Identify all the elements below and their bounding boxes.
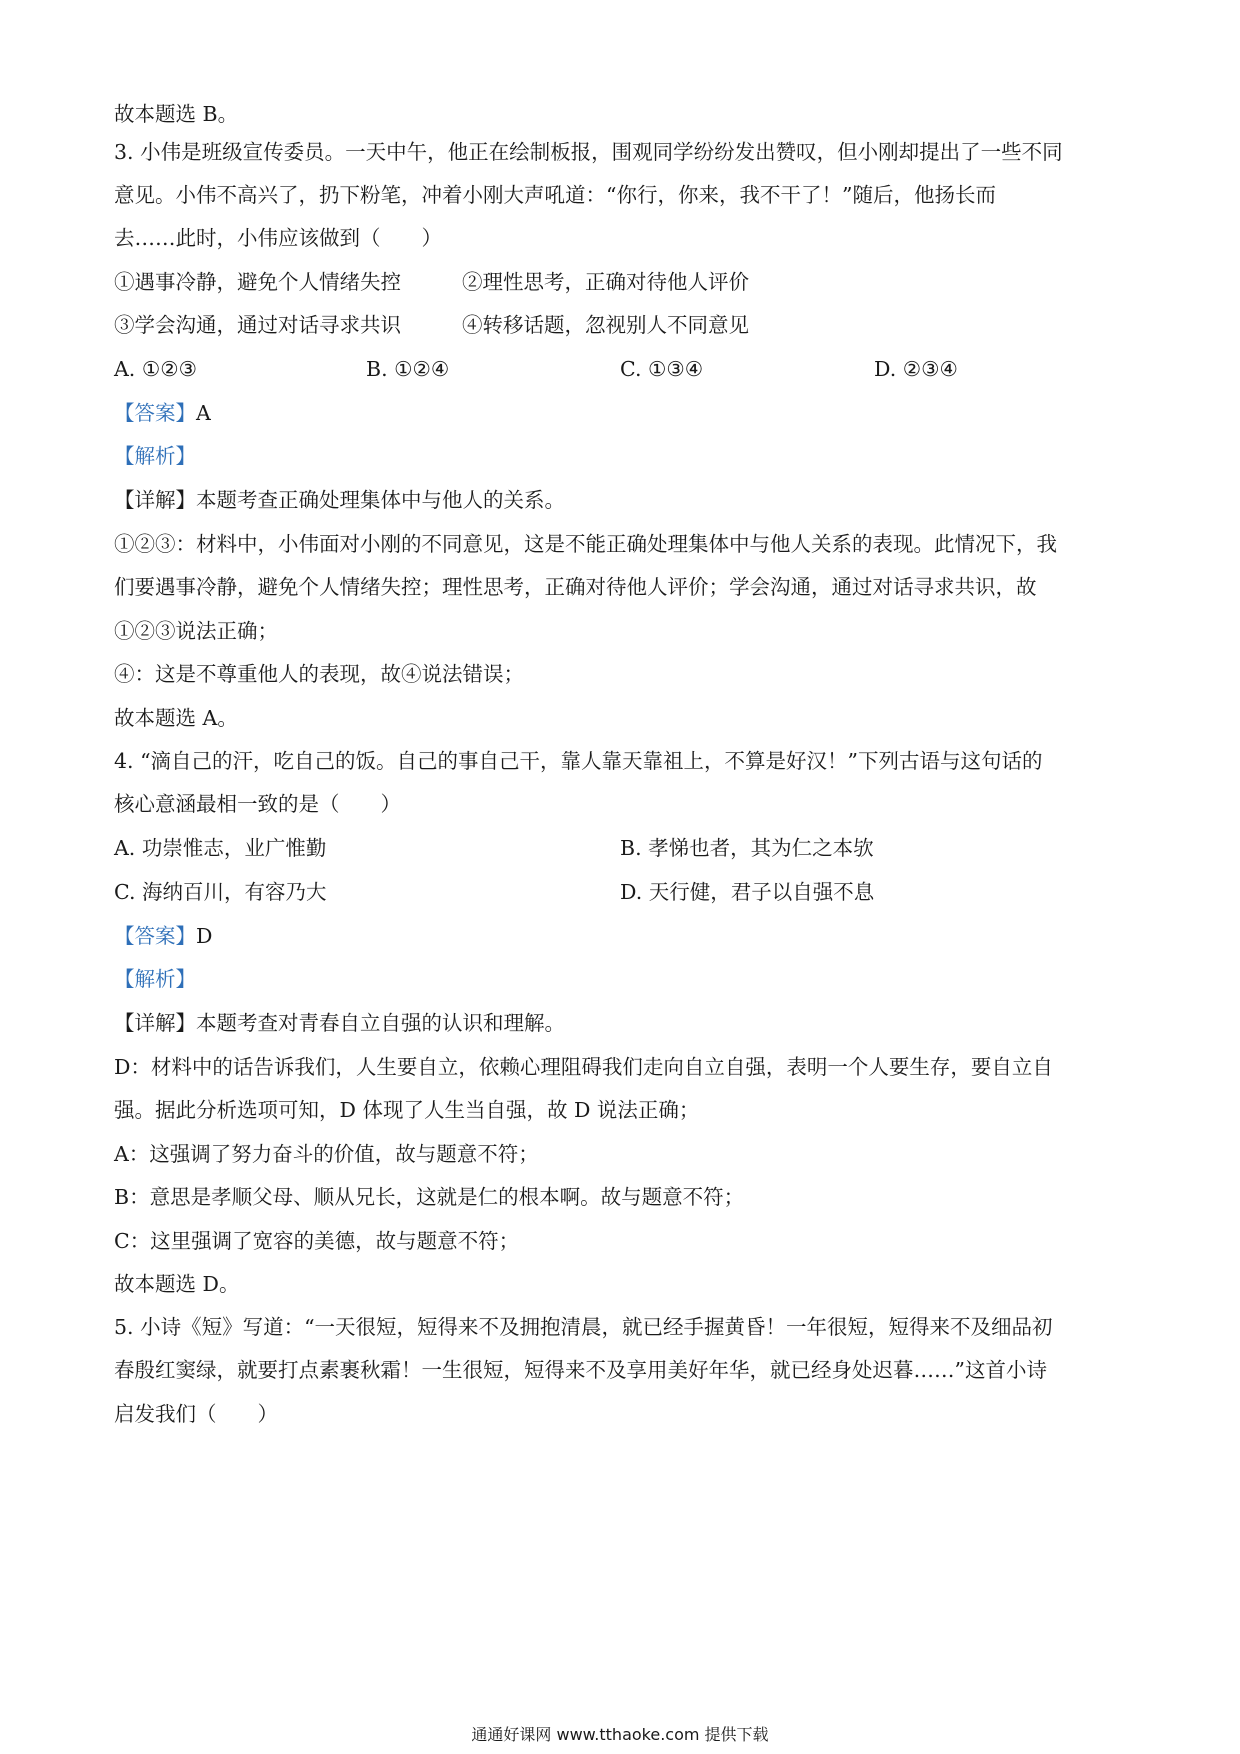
analysis-tag: 【解析】 [114,444,196,468]
detail-text: 本题考查正确处理集体中与他人的关系。 [196,488,565,512]
q3-analysis [114,442,1134,470]
q3-detail [114,486,1134,514]
q4-stem-line-2: 核心意涵最相一致的是（ ） [114,792,401,816]
answer-tag: 【答案】 [114,924,196,948]
q4-explanation-line-4: B：意思是孝顺父母、顺从兄长，这就是仁的根本啊。故与题意不符； [114,1185,745,1209]
q3-stem-line-3: 去……此时，小伟应该做到（ ） [114,226,442,250]
q3-stem-line-1: 3. 小伟是班级宣传委员。一天中午，他正在绘制板报，围观同学纷纷发出赞叹，但小刚却提出了一些不同 [114,140,1063,164]
q3-statement-2: ②理性思考，正确对待他人评价 [462,270,749,294]
q5-stem-line-3: 启发我们（ ） [114,1402,278,1426]
q4-explanation-line-5: C：这里强调了宽容的美德，故与题意不符； [114,1229,520,1253]
q4-detail [114,1009,1134,1037]
q3-option-a: A. ①②③ [114,357,197,381]
q3-conclusion: 故本题选 A。 [114,706,238,730]
q4-stem-line-1: 4. “滴自己的汗，吃自己的饭。自己的事自己干，靠人靠天靠祖上，不算是好汉！”下列古语与这句话的 [114,749,1043,773]
q4-explanation-line-1: D：材料中的话告诉我们，人生要自立，依赖心理阻碍我们走向自立自强，表明一个人要生存，要自立自 [114,1055,1053,1079]
answer-value: D [196,924,213,948]
q4-explanation-line-2: 强。据此分析选项可知，D 体现了人生当自强，故 D 说法正确； [114,1098,700,1122]
detail-tag: 【详解】 [114,488,196,512]
q3-answer [114,399,1134,427]
q4-option-c: C. 海纳百川，有容乃大 [114,880,327,904]
q3-option-c: C. ①③④ [620,357,704,381]
detail-tag: 【详解】 [114,1011,196,1035]
q4-answer [114,922,1134,950]
q3-option-b: B. ①②④ [366,357,450,381]
q4-option-d: D. 天行健，君子以自强不息 [620,880,875,904]
q4-conclusion: 故本题选 D。 [114,1272,240,1296]
q2-conclusion: 故本题选 B。 [114,102,239,126]
q3-statement-4: ④转移话题，忽视别人不同意见 [462,313,749,337]
analysis-tag: 【解析】 [114,967,196,991]
answer-value: A [196,401,211,425]
q3-option-d: D. ②③④ [874,357,958,381]
q4-analysis [114,965,1134,993]
q3-statement-3: ③学会沟通，通过对话寻求共识 [114,313,401,337]
q4-explanation-line-3: A：这强调了努力奋斗的价值，故与题意不符； [114,1142,539,1166]
detail-text: 本题考查对青春自立自强的认识和理解。 [196,1011,565,1035]
page-footer: 通通好课网 www.tthaoke.com 提供下载 [471,1725,769,1744]
answer-tag: 【答案】 [114,401,196,425]
q4-option-a: A. 功崇惟志，业广惟勤 [114,836,327,860]
q5-stem-line-1: 5. 小诗《短》写道：“一天很短，短得来不及拥抱清晨，就已经手握黄昏！一年很短，短得来不及细品初 [114,1315,1053,1339]
q3-explanation-line-2: 们要遇事冷静，避免个人情绪失控；理性思考，正确对待他人评价；学会沟通，通过对话寻求共识，故 [114,575,1037,599]
q3-stem-line-2: 意见。小伟不高兴了，扔下粉笔，冲着小刚大声吼道：“你行，你来，我不干了！”随后，他扬长而 [114,183,996,207]
q3-explanation-line-4: ④：这是不尊重他人的表现，故④说法错误； [114,662,524,686]
q5-stem-line-2: 春殷红窦绿，就要打点素裹秋霜！一生很短，短得来不及享用美好年华，就已经身处迟暮……”这首小诗 [114,1358,1047,1382]
q4-option-b: B. 孝悌也者，其为仁之本欤 [620,836,874,860]
q3-explanation-line-3: ①②③说法正确； [114,619,278,643]
q3-explanation-line-1: ①②③：材料中，小伟面对小刚的不同意见，这是不能正确处理集体中与他人关系的表现。此情况下，我 [114,532,1057,556]
q3-statement-1: ①遇事冷静，避免个人情绪失控 [114,270,401,294]
